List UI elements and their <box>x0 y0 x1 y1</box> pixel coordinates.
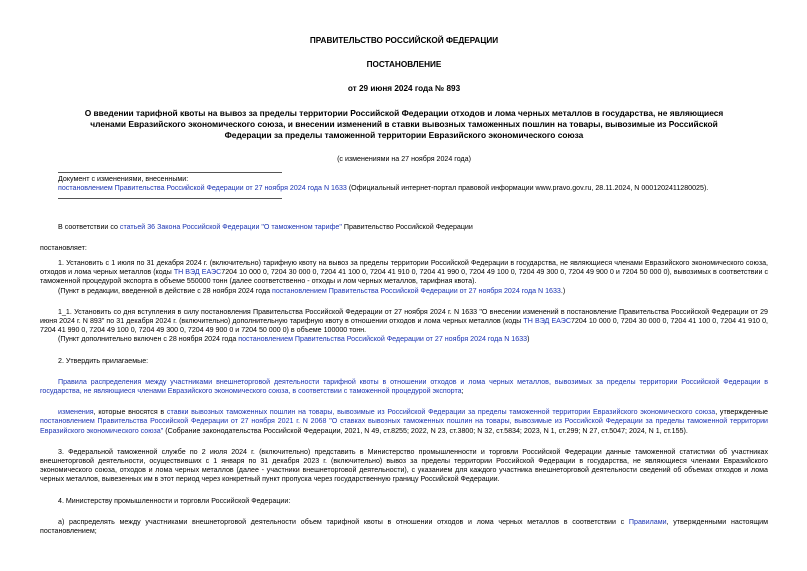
clause-1: 1. Установить с 1 июля по 31 декабря 2024 г. (включительно) тарифную квоту на вывоз за пределы территории Российской Федерации в государства, не являющиеся членами Евразийского экономического союза, отходов и лома черных металлов (коды ТН ВЭД ЕАЭС7204 10 000 0, 7204 30 000 0, 7204 41 100 0, 7204 41 910 0, 7204 41 990 0, 7204 49 100 0, 7204 49 300 0, 7204 49 900 0 и 7204 50 000 0), вывозимых в соответствии с таможенной процедурой экспорта в объеме 550000 тонн (далее соответственно - отходы и лом черных металлов, тарифная квота). <box>40 259 769 286</box>
changes-link[interactable]: изменения <box>58 408 94 417</box>
preamble: В соответствии со статьей 36 Закона Российской Федерации "О таможенном тарифе" Правительство Российской Федерации <box>58 222 473 231</box>
issuer-heading: ПРАВИТЕЛЬСТВО РОССИЙСКОЙ ФЕДЕРАЦИИ <box>309 36 499 45</box>
note-divider-top <box>58 172 282 173</box>
clause-3: 3. Федеральной таможенной службе по 2 июля 2024 г. (включительно) представить в Министерство промышленности и торговли Российской Федерации данные таможенной статистики об участниках внешнеторговой деятельности, осуществивших с 1 января по 31 декабря 2023 г. (включительно) вывоз за пределы территории Российской Федерации в государства, не являющиеся членами Евразийского экономического союза, отходов и лома черных металлов (далее - участники внешнеторговой деятельности), с указанием для каждого участника внешнеторговой деятельности сведений об объемах отходов и лома черных металлов, вывезенных им в этот период через конкретный пункт пропуска через государственную границу Российской Федерации. <box>40 447 768 484</box>
document-type: ПОСТАНОВЛЕНИЕ <box>366 60 442 69</box>
clause-1-amending-act-link[interactable]: постановлением Правительства Российской Федерации от 27 ноября 2024 года N 1633 <box>272 286 561 295</box>
amendments-note-source: (Официальный интернет-портал правовой информации www.pravo.gov.ru, 28.11.2024, N 0001202411280025). <box>346 184 709 193</box>
document-date-number: от 29 июня 2024 года № 893 <box>347 84 461 93</box>
clause-2-rules: Правила распределения между участниками внешнеторговой деятельности тарифной квоты в отношении отходов и лома черных металлов, вывозимых за пределы территории Российской Федерации в государства, не являющиеся членами Евразийского экономического союза, в соответствии с таможенной процедурой экспорта; <box>40 377 768 396</box>
clause-4a: а) распределять между участниками внешнеторговой деятельности объем тарифной квоты в отношении отходов и лома черных металлов в соответствии с Правилами, утвержденными настоящим постановлением; <box>40 517 768 536</box>
clause-2-changes: изменения, которые вносятся в ставки вывозных таможенных пошлин на товары, вывозимые из Российской Федерации за пределы таможенной территории Евразийского экономического союза, утвержденные постановлением Правительства Российской Федерации от 27 ноября 2021 г. N 2068 "О ставках вывозных таможенных пошлин на товары, вывозимые из Российской Федерации за пределы таможенной территории Евразийского экономического союза" (Собрание законодательства Российской Федерации, 2021, N 49, ст.8255; 2022, N 23, ст.3800; N 32, ст.5834; 2023, N 1, ст.299; N 27, ст.5047; 2024, N 1, ст.155). <box>40 408 768 435</box>
document-title: О введении тарифной квоты на вывоз за пределы территории Российской Федерации отходов и лома черных металлов в государства, не являющиеся членами Евразийского экономического союза, и внесении изменений в ставки вывозных таможенных пошлин на товары, вывозимые из Российской Федерации за пределы таможенной территории Евразийского экономического союза <box>84 108 724 140</box>
decree-2068-link[interactable]: постановлением Правительства Российской Федерации от 27 ноября 2021 г. N 2068 "О ставках вывозных таможенных пошлин на товары, вывозимые из Российской Федерации за пределы таможенной территории Евразийского экономического союза" <box>40 417 768 435</box>
clause-1-1-edit-note: (Пункт дополнительно включен с 28 ноября 2024 года постановлением Правительства Российской Федерации от 27 ноября 2024 года N 1633) <box>58 335 530 344</box>
clause-1-edit-note: (Пункт в редакции, введенной в действие с 28 ноября 2024 года постановлением Правительства Российской Федерации от 27 ноября 2024 года N 1633.) <box>58 286 566 295</box>
amendments-note-heading: Документ с изменениями, внесенными: <box>58 175 189 184</box>
tn-ved-link-2[interactable]: ТН ВЭД ЕАЭС <box>523 317 571 326</box>
clause-1-1: 1_1. Установить со дня вступления в силу постановления Правительства Российской Федерации от 27 ноября 2024 г. N 1633 "О внесении изменений в постановление Правительства Российской Федерации от 29 июня 2024 г. N 893" по 31 декабря 2024 г. (включительно) дополнительную тарифную квоту в отношении отходов и лома черных металлов (коды ТН ВЭД ЕАЭС7204 10 000 0, 7204 30 000 0, 7204 41 100 0, 7204 41 910 0, 7204 41 990 0, 7204 49 100 0, 7204 49 300 0, 7204 49 900 0 и 7204 50 000 0) в объеме 100000 тонн. <box>40 307 768 335</box>
document-page <box>40 36 768 536</box>
customs-tariff-law-link[interactable]: статьей 36 Закона Российской Федерации "О таможенном тарифе" <box>119 222 342 231</box>
rules-link[interactable]: Правилами <box>628 517 667 526</box>
amendments-note-body <box>58 184 768 193</box>
amending-act-link[interactable]: постановлением Правительства Российской Федерации от 27 ноября 2024 года N 1633 <box>58 184 347 193</box>
clause-1-1-amending-act-link[interactable]: постановлением Правительства Российской Федерации от 27 ноября 2024 года N 1633 <box>238 335 528 344</box>
decrees-word: постановляет: <box>40 243 87 252</box>
edition-note: (с изменениями на 27 ноября 2024 года) <box>337 155 471 163</box>
export-duty-rates-link[interactable]: ставки вывозных таможенных пошлин на товары, вывозимые из Российской Федерации за пределы таможенной территории Евразийского экономического союза <box>166 408 716 417</box>
tn-ved-link-1[interactable]: ТН ВЭД ЕАЭС <box>173 268 222 277</box>
amendments-note <box>58 175 768 193</box>
clause-2: 2. Утвердить прилагаемые: <box>58 356 149 365</box>
distribution-rules-link[interactable]: Правила распределения между участниками внешнеторговой деятельности тарифной квоты в отношении отходов и лома черных металлов, вывозимых за пределы территории Российской Федерации в государства, не являющиеся членами Евразийского экономического союза, в соответствии с таможенной процедурой экспорта <box>40 377 768 396</box>
clause-4: 4. Министерству промышленности и торговли Российской Федерации: <box>58 496 291 505</box>
